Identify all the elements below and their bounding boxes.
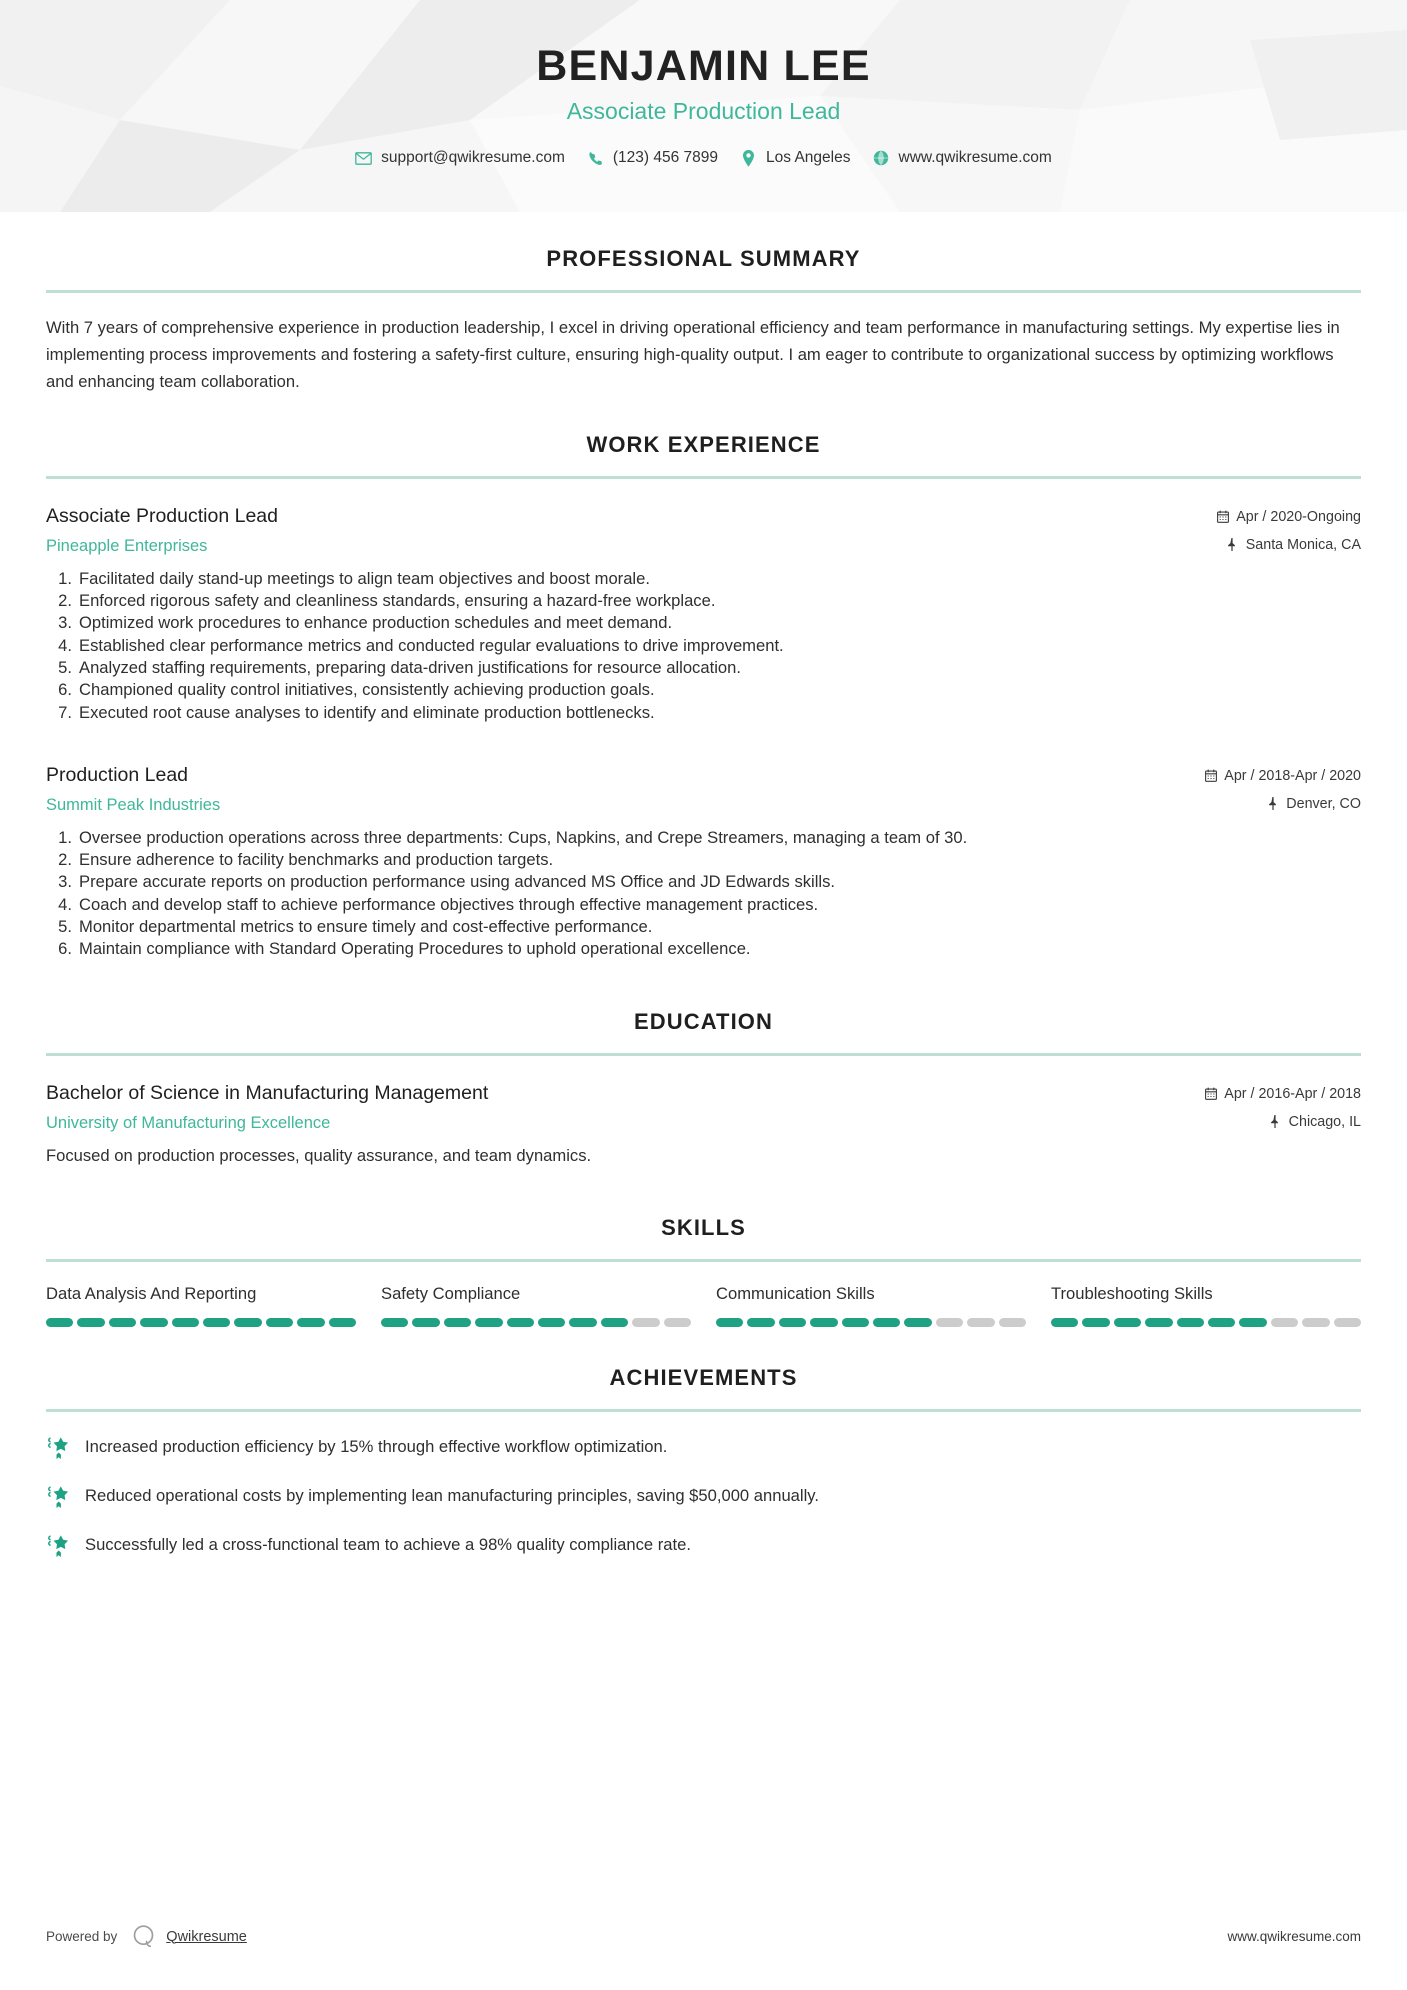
- bullet-text: Facilitated daily stand-up meetings to align team objectives and boost morale.: [79, 568, 650, 588]
- skills-grid: [46, 1284, 1361, 1327]
- page-title: BENJAMIN LEE: [536, 42, 871, 90]
- calendar-icon: [1204, 769, 1217, 783]
- work-bullets: [46, 568, 1361, 724]
- skill-pip: [569, 1318, 596, 1327]
- work-date-text: Apr / 2018-Apr / 2020: [1224, 767, 1361, 784]
- education-location: [1204, 1114, 1361, 1130]
- contact-row: [0, 149, 1407, 167]
- skill-pip: [842, 1318, 869, 1327]
- pin-marker-icon: [1266, 797, 1279, 811]
- work-role: Production Lead: [46, 763, 189, 786]
- section-education: [46, 1009, 1361, 1167]
- skill-pip: [203, 1318, 230, 1327]
- footer-url: www.qwikresume.com: [1227, 1929, 1361, 1944]
- skill-pip: [1051, 1318, 1078, 1327]
- skill-pip: [779, 1318, 806, 1327]
- contact-phone-text: (123) 456 7899: [612, 149, 719, 167]
- section-title-skills: SKILLS: [661, 1214, 746, 1240]
- star-badge-icon: [46, 1483, 72, 1509]
- section-divider: [46, 290, 1361, 293]
- bullet-text: Ensure adherence to facility benchmarks and production targets.: [79, 850, 554, 870]
- contact-website-text: www.qwikresume.com: [898, 149, 1052, 167]
- footer-powered-by-label: Powered by: [46, 1929, 118, 1944]
- bullet-text: Executed root cause analyses to identify and eliminate production bottlenecks.: [79, 702, 655, 722]
- skill-pip: [747, 1318, 774, 1327]
- contact-location[interactable]: [740, 149, 850, 167]
- skill-pip: [632, 1318, 659, 1327]
- list-item: 1. Oversee production operations across three departments: Cups, Napkins, and Crepe Streamers, managing a team of 30.: [46, 827, 1361, 849]
- section-divider: [46, 1409, 1361, 1412]
- section-title-education: EDUCATION: [633, 1008, 774, 1034]
- summary-text: With 7 years of comprehensive experience in production leadership, I excel in driving operational efficiency and team performance in manufacturing settings. My expertise lies in implementing process improvements and fostering a safety-first culture, ensuring high-quality output. I am eager to contribute to organizational success by optimizing workflows and enhancing team collaboration.: [46, 318, 1340, 391]
- contact-email-text: support@qwikresume.com: [381, 149, 565, 167]
- skill-pip: [172, 1318, 199, 1327]
- work-location-text: Santa Monica, CA: [1245, 536, 1361, 553]
- star-badge-icon: [46, 1532, 72, 1558]
- contact-phone[interactable]: [587, 149, 718, 167]
- skill-pip: [1239, 1318, 1266, 1327]
- skill-pip: [810, 1318, 837, 1327]
- skill-pip: [904, 1318, 931, 1327]
- skill-pip: [967, 1318, 994, 1327]
- work-location: [1216, 537, 1361, 553]
- section-divider: [46, 1259, 1361, 1262]
- achievements-list: [46, 1434, 1361, 1558]
- section-title-achievements: ACHIEVEMENTS: [609, 1364, 798, 1390]
- bullet-text: Prepare accurate reports on production performance using advanced MS Office and JD Edwards skills.: [79, 872, 836, 892]
- skill-pip: [538, 1318, 565, 1327]
- skill-pip: [109, 1318, 136, 1327]
- section-title-work: WORK EXPERIENCE: [586, 431, 821, 457]
- skill-item: [716, 1284, 1026, 1327]
- skill-label: Data Analysis And Reporting: [46, 1283, 257, 1303]
- list-item: 6. Maintain compliance with Standard Operating Procedures to uphold operational excellence.: [46, 938, 1361, 960]
- skill-pip: [1302, 1318, 1329, 1327]
- list-item: [46, 1483, 1361, 1509]
- work-location-text: Denver, CO: [1286, 795, 1361, 812]
- skill-rating-bar: [1051, 1318, 1361, 1327]
- work-date-text: Apr / 2020-Ongoing: [1236, 508, 1361, 525]
- skill-pip: [412, 1318, 439, 1327]
- skill-pip: [234, 1318, 261, 1327]
- section-divider: [46, 476, 1361, 479]
- footer-branding: [46, 1923, 247, 1950]
- bullet-text: Oversee production operations across three departments: Cups, Napkins, and Crepe Streamers, managing a team of 30.: [79, 827, 968, 847]
- work-date: [1216, 509, 1361, 525]
- skill-pip: [936, 1318, 963, 1327]
- skill-rating-bar: [381, 1318, 691, 1327]
- list-item: [46, 1532, 1361, 1558]
- skill-pip: [140, 1318, 167, 1327]
- resume-header: [0, 0, 1407, 212]
- star-badge-icon: [46, 1434, 72, 1460]
- section-title-summary: PROFESSIONAL SUMMARY: [546, 246, 861, 271]
- bullet-text: Championed quality control initiatives, consistently achieving production goals.: [79, 680, 655, 700]
- skill-pip: [77, 1318, 104, 1327]
- list-item: 4. Coach and develop staff to achieve performance objectives through effective management practices.: [46, 894, 1361, 916]
- work-role: Associate Production Lead: [46, 504, 278, 527]
- section-professional-summary: [46, 246, 1361, 396]
- bullet-text: Coach and develop staff to achieve performance objectives through effective management practices.: [79, 894, 819, 914]
- skill-pip: [329, 1318, 356, 1327]
- education-date: [1204, 1086, 1361, 1102]
- footer-brand-link[interactable]: Qwikresume: [166, 1928, 247, 1945]
- skill-rating-bar: [46, 1318, 356, 1327]
- contact-website[interactable]: [873, 149, 1052, 167]
- skill-pip: [507, 1318, 534, 1327]
- skill-pip: [716, 1318, 743, 1327]
- skill-pip: [266, 1318, 293, 1327]
- envelope-icon: [355, 150, 372, 167]
- pin-marker-icon: [1226, 538, 1239, 552]
- calendar-icon: [1204, 1087, 1217, 1101]
- skill-pip: [664, 1318, 691, 1327]
- phone-icon: [587, 150, 604, 167]
- skill-item: [381, 1284, 691, 1327]
- list-item: 3. Optimized work procedures to enhance production schedules and meet demand.: [46, 612, 1361, 634]
- list-item: 5. Monitor departmental metrics to ensure timely and cost-effective performance.: [46, 916, 1361, 938]
- list-item: 6. Championed quality control initiatives, consistently achieving production goals.: [46, 679, 1361, 701]
- list-item: 1. Facilitated daily stand-up meetings to align team objectives and boost morale.: [46, 568, 1361, 590]
- map-pin-icon: [740, 150, 757, 167]
- pin-marker-icon: [1269, 1115, 1282, 1129]
- skill-pip: [475, 1318, 502, 1327]
- page-footer: [46, 1923, 1361, 1950]
- contact-location-text: Los Angeles: [766, 149, 851, 167]
- section-work-experience: [46, 432, 1361, 961]
- skill-pip: [1334, 1318, 1361, 1327]
- bullet-text: Established clear performance metrics and conducted regular evaluations to drive improvement.: [79, 635, 784, 655]
- skill-item: [46, 1284, 356, 1327]
- skill-pip: [1177, 1318, 1204, 1327]
- work-entry: [46, 764, 1361, 961]
- education-entry: [46, 1082, 1361, 1167]
- skill-pip: [381, 1318, 408, 1327]
- list-item: [46, 1434, 1361, 1460]
- skill-label: Safety Compliance: [381, 1283, 521, 1303]
- education-location-text: Chicago, IL: [1288, 1113, 1361, 1130]
- list-item: 7. Executed root cause analyses to identify and eliminate production bottlenecks.: [46, 702, 1361, 724]
- education-institution: University of Manufacturing Excellence: [46, 1113, 331, 1132]
- bullet-text: Enforced rigorous safety and cleanliness standards, ensuring a hazard-free workplace.: [79, 590, 716, 610]
- work-organization: Summit Peak Industries: [46, 795, 221, 814]
- skill-label: Troubleshooting Skills: [1051, 1283, 1213, 1303]
- list-item: 3. Prepare accurate reports on production performance using advanced MS Office and JD Edwards skills.: [46, 871, 1361, 893]
- calendar-icon: [1216, 510, 1229, 524]
- skill-pip: [297, 1318, 324, 1327]
- achievement-text: Increased production efficiency by 15% through effective workflow optimization.: [85, 1437, 668, 1457]
- achievement-text: Reduced operational costs by implementing lean manufacturing principles, saving $50,000 annually.: [85, 1486, 819, 1506]
- education-date-text: Apr / 2016-Apr / 2018: [1224, 1085, 1361, 1102]
- skill-pip: [999, 1318, 1026, 1327]
- section-achievements: [46, 1365, 1361, 1558]
- job-title: Associate Production Lead: [566, 98, 841, 125]
- list-item: 2. Ensure adherence to facility benchmarks and production targets.: [46, 849, 1361, 871]
- work-location: [1204, 796, 1361, 812]
- skill-pip: [1271, 1318, 1298, 1327]
- skill-pip: [46, 1318, 73, 1327]
- skill-item: [1051, 1284, 1361, 1327]
- skill-label: Communication Skills: [716, 1283, 875, 1303]
- skill-pip: [1082, 1318, 1109, 1327]
- qwikresume-logo-icon: [130, 1923, 157, 1950]
- education-description: Focused on production processes, quality assurance, and team dynamics.: [46, 1145, 592, 1165]
- skill-pip: [873, 1318, 900, 1327]
- achievement-text: Successfully led a cross-functional team to achieve a 98% quality compliance rate.: [85, 1535, 691, 1555]
- section-skills: [46, 1215, 1361, 1327]
- skill-pip: [601, 1318, 628, 1327]
- work-bullets: [46, 827, 1361, 961]
- work-date: [1204, 768, 1361, 784]
- skill-pip: [1208, 1318, 1235, 1327]
- work-entry: [46, 505, 1361, 724]
- education-degree: Bachelor of Science in Manufacturing Management: [46, 1081, 489, 1104]
- bullet-text: Analyzed staffing requirements, preparing data-driven justifications for resource allocation.: [79, 657, 741, 677]
- skill-pip: [444, 1318, 471, 1327]
- bullet-text: Maintain compliance with Standard Operating Procedures to uphold operational excellence.: [79, 939, 751, 959]
- contact-email[interactable]: [355, 149, 565, 167]
- skill-rating-bar: [716, 1318, 1026, 1327]
- list-item: 5. Analyzed staffing requirements, preparing data-driven justifications for resource allocation.: [46, 657, 1361, 679]
- list-item: 4. Established clear performance metrics and conducted regular evaluations to drive improvement.: [46, 635, 1361, 657]
- skill-pip: [1114, 1318, 1141, 1327]
- globe-icon: [873, 150, 890, 167]
- list-item: 2. Enforced rigorous safety and cleanliness standards, ensuring a hazard-free workplace.: [46, 590, 1361, 612]
- work-organization: Pineapple Enterprises: [46, 536, 208, 555]
- skill-pip: [1145, 1318, 1172, 1327]
- bullet-text: Monitor departmental metrics to ensure timely and cost-effective performance.: [79, 917, 653, 937]
- section-divider: [46, 1053, 1361, 1056]
- bullet-text: Optimized work procedures to enhance production schedules and meet demand.: [79, 613, 673, 633]
